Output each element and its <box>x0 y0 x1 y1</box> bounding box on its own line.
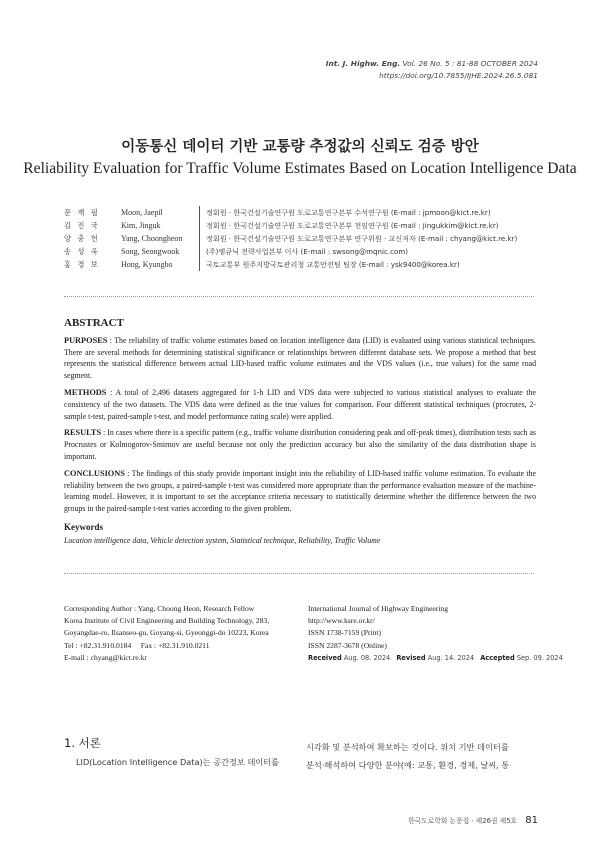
conclusions-text: : The findings of this study provide important insight into the reliability of LID-based traffic volume estimation. To evaluate the reliability between the two groups, a paired-sample t-test was considered more appropriate than the performance evaluation measure of the machine-learning model. However, it is important to set the acceptance criteria necessary to statistically determine whether the difference between the two groups in the paired-sample t-test varies according to the given problem. <box>64 468 536 514</box>
abstract-purposes <box>64 335 536 382</box>
author-row <box>60 258 517 271</box>
keywords-text: Location intelligence data, Vehicle detection system, Statistical technique, Reliability, Traffic Volume <box>64 535 381 545</box>
author-name-ko: 문 재 필 <box>64 208 100 217</box>
author-name-ko: 김 진 국 <box>64 221 100 230</box>
footer-journal: 한국도로학회 논문집 · 제26권 제5호 <box>407 817 518 825</box>
revised-label: Revised <box>396 653 426 662</box>
author-name-en: Kim, Jinguk <box>121 221 161 230</box>
results-label: RESULTS <box>64 428 102 438</box>
journal-issue: Vol. 26 No. 5 : 81-88 OCTOBER 2024 <box>402 59 538 68</box>
purposes-text: : The reliability of traffic volume estimates based on location intelligence data (LID) is evaluated using various statistical techniques. There are several methods for determining statistical significance or relationships between different database sets. We propose a method that best represents the statistical difference between actual LID-based traffic volume estimates and the VDS values (i.e., true values) for the same road segment. <box>64 335 536 381</box>
author-name-ko: 홍 경 보 <box>64 260 100 269</box>
author-row <box>60 232 517 245</box>
results-text: : In cases where there is a specific pattern (e.g., traffic volume distribution considering peak and off-peak times), distribution tests such as Procrustes or Kolmogorov-Smirnov are useful because not only the prediction accuracy but also the similarity of the data distribution shape is important. <box>64 428 536 461</box>
page-footer <box>408 815 538 826</box>
journal-name: Int. J. Highw. Eng. <box>325 59 401 68</box>
divider-bottom <box>64 573 534 574</box>
author-name-ko: 송 성 욱 <box>64 247 100 256</box>
author-affiliation: 국토교통부 원주지방국토관리청 교통안전팀 팀장 (E-mail : ysk9400@korea.kr) <box>199 258 460 271</box>
keywords-heading: Keywords <box>64 521 103 532</box>
body-line: 시각화 및 분석하여 확보하는 것이다. 위치 기반 데이터를 <box>306 742 509 752</box>
author-row <box>60 219 517 232</box>
purposes-label: PURPOSES <box>64 335 108 345</box>
abstract-conclusions <box>64 468 536 515</box>
author-name-en: Yang, Choongheon <box>121 234 183 243</box>
accepted-date: Sep. 09. 2024 <box>516 653 563 662</box>
publication-info-block <box>308 603 563 664</box>
author-affiliation: (주)엠큐닉 전략사업본부 이사 (E-mail : swsong@mqnic.com) <box>199 245 408 258</box>
corresponding-line: Goyangdae-ro, Ilsanseo-gu, Goyang-si, Gyeonggi-do 10223, Korea <box>64 628 269 638</box>
accepted-label: Accepted <box>480 653 515 662</box>
corresponding-author-block <box>64 603 294 664</box>
methods-label: METHODS <box>64 387 107 397</box>
author-row <box>60 206 517 219</box>
corresponding-line: Corresponding Author : Yang, Choong Heon, Research Fellow <box>64 604 255 613</box>
author-affiliation: 정회원 · 한국건설기술연구원 도로교통연구본부 전임연구원 (E-mail : jingukkim@kict.re.kr) <box>199 219 499 232</box>
title-english: Reliability Evaluation for Traffic Volume Estimates Based on Location Intelligence Data <box>23 160 577 177</box>
corresponding-line: Korea Institute of Civil Engineering and Building Technology, 283, <box>64 616 270 626</box>
pub-dates <box>308 652 563 664</box>
pub-url-link[interactable]: http://www.ksre.or.kr/ <box>308 616 375 626</box>
body-text-left: LID(Location Intelligence Data)는 공간정보 데이터를 <box>76 757 280 767</box>
author-name-en: Song, Seongwook <box>121 247 180 256</box>
body-line: 분석·해석하여 다양한 분야(예: 교통, 환경, 경제, 날씨, 통 <box>306 760 510 770</box>
abstract-heading: ABSTRACT <box>64 317 124 329</box>
author-affiliation: 정회원 · 한국건설기술연구원 도로교통연구본부 수석연구원 (E-mail : jpmoon@kict.re.kr) <box>199 206 491 219</box>
divider-top <box>64 296 534 297</box>
author-name-en: Hong, Kyungbo <box>121 260 173 269</box>
journal-info <box>326 58 538 82</box>
page-number: 81 <box>525 815 538 826</box>
author-name-en: Moon, Jaepil <box>121 208 163 217</box>
corresponding-email[interactable]: E-mail : chyang@kict.re.kr <box>64 652 147 662</box>
pub-issn-online: ISSN 2287-3678 (Online) <box>308 640 387 650</box>
received-date: Aug. 08. 2024 <box>343 653 391 662</box>
pub-journal-name: International Journal of Highway Engineering <box>308 604 449 613</box>
journal-doi[interactable]: https://doi.org/10.7855/IJHE.2024.26.5.081 <box>379 71 538 80</box>
abstract-methods <box>64 387 536 422</box>
author-row <box>60 245 517 258</box>
body-text-right <box>306 738 538 774</box>
title-korean: 이동통신 데이터 기반 교통량 추정값의 신뢰도 검증 방안 <box>121 139 479 155</box>
abstract-section <box>64 318 536 547</box>
methods-text: : A total of 2,496 datasets aggregated for 1-h LID and VDS data were subjected to various statistical analyses to evaluate the consistency of the two datasets. The VDS data were defined as the true values for comparison. Four different statistical techniques (procrutes, 2-sample t-test, paired-sample t-test, and model performance rating scale) were applied. <box>64 387 536 421</box>
section-title-introduction: 1. 서론 <box>64 736 101 750</box>
author-name-ko: 양 충 헌 <box>64 234 100 243</box>
journal-citation <box>326 58 538 70</box>
author-list <box>60 206 517 271</box>
revised-date: Aug. 14. 2024 <box>427 653 475 662</box>
author-affiliation: 정회원 · 한국건설기술연구원 도로교통연구본부 연구위원 · 교신저자 (E-mail : chyang@kict.re.kr) <box>199 232 517 245</box>
corresponding-line: Tel : +82.31.910.0184 Fax : +82.31.910.0211 <box>64 640 210 650</box>
pub-issn-print: ISSN 1738-7159 (Print) <box>308 628 381 638</box>
abstract-results <box>64 427 536 462</box>
received-label: Received <box>308 653 342 662</box>
conclusions-label: CONCLUSIONS <box>64 468 125 478</box>
